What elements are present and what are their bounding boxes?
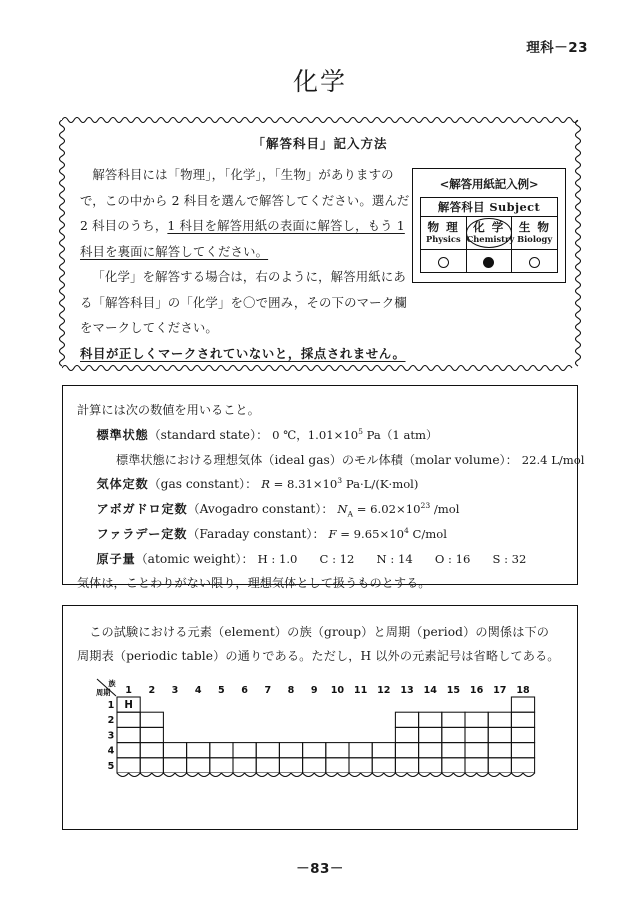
constant-label: 気体定数 [96, 477, 149, 492]
constant-line [77, 423, 563, 448]
pt-cell [511, 758, 534, 773]
pt-period-header: 3 [107, 730, 115, 742]
pt-group-header: 9 [310, 684, 318, 696]
answer-sheet-sample-table [420, 197, 558, 273]
pt-cell [117, 742, 140, 757]
constants-box [62, 385, 585, 591]
instruction-heading: 「解答科目」記入方法 [252, 136, 388, 151]
pt-group-axis-label: 族 [108, 678, 116, 688]
constant-separator: ： [245, 477, 262, 492]
pt-cell [256, 742, 279, 757]
constants-footer: 気体は，ことわりがない限り，理想気体として扱うものとする。 [77, 576, 431, 591]
pt-cell [117, 712, 140, 727]
pt-cell [442, 742, 465, 757]
pt-cell [187, 758, 210, 773]
pt-cell [233, 758, 256, 773]
constant-separator: ： [256, 427, 273, 442]
constant-line [77, 472, 563, 497]
constant-value: $N_A = 6.02\times 10^{23}$ /mol [337, 501, 460, 519]
pt-period-header: 2 [107, 715, 115, 727]
pt-cell [442, 727, 465, 742]
constant-label-en: （Avogadro constant） [187, 502, 322, 517]
pt-group-header: 8 [287, 684, 295, 696]
constant-value: H : 1.0 C : 12 N : 14 O : 16 S : 32 [257, 551, 527, 566]
pt-group-header: 10 [330, 684, 345, 696]
constant-value: 22.4 L/mol [521, 452, 585, 467]
periodic-table-svg [95, 677, 547, 785]
periodic-table-grid [95, 677, 547, 785]
instruction-paragraph-1 [80, 162, 410, 264]
pt-group-header: 14 [423, 684, 437, 696]
constant-line [77, 448, 585, 473]
pt-cell [419, 712, 442, 727]
pt-cell [233, 742, 256, 757]
constant-label-en: （gas constant） [148, 477, 246, 492]
pt-cell [163, 742, 186, 757]
pt-cell [395, 758, 418, 773]
sample-subject-physics-en: Physics [426, 234, 461, 245]
sample-subject-row [421, 217, 558, 250]
answer-sheet-sample [412, 168, 566, 283]
pt-period-header: 1 [107, 699, 115, 711]
sample-bubble-biology [512, 250, 558, 273]
sample-subject-biology-en: Biology [517, 234, 553, 245]
pt-cell [210, 742, 233, 757]
pt-group-header: 6 [241, 684, 248, 696]
instruction-text [80, 162, 410, 366]
pt-cell [488, 727, 511, 742]
sample-subject-chemistry [466, 217, 515, 250]
pt-cell [256, 758, 279, 773]
constant-value: $R = 8.31\times 10^3$ Pa·L/(K·mol) [261, 476, 419, 492]
sample-subject-physics [421, 217, 467, 250]
pt-group-header: 12 [377, 684, 391, 696]
instruction-warning: 科目が正しくマークされていないと，採点されません。 [80, 345, 406, 361]
pt-cell [465, 742, 488, 757]
pt-cell [326, 742, 349, 757]
constant-separator: ： [241, 551, 258, 566]
pt-cell [419, 727, 442, 742]
page-number: －83－ [296, 861, 344, 877]
pt-cell [163, 758, 186, 773]
pt-cell [279, 742, 302, 757]
pt-cell [187, 742, 210, 757]
periodic-table-box [62, 605, 578, 830]
pt-cell [442, 758, 465, 773]
instruction-paragraph-1-underlined: 1 科目を解答用紙の表面に解答し，もう 1 科目を裏面に解答してください。 [80, 218, 405, 259]
constant-separator: ： [312, 526, 329, 541]
pt-cell [117, 758, 140, 773]
sample-bubble-chemistry [466, 250, 512, 273]
constant-label: 原子量 [96, 551, 136, 566]
pt-cell [372, 758, 395, 773]
constant-label: ファラデー定数 [96, 526, 188, 541]
pt-group-header: 3 [171, 684, 179, 696]
constants-list [77, 423, 585, 572]
pt-cell [465, 758, 488, 773]
pt-group-header: 17 [493, 684, 507, 696]
pt-group-header: 13 [400, 684, 414, 696]
pt-cell [140, 742, 163, 757]
pt-cell [372, 742, 395, 757]
pt-group-header: 1 [125, 684, 132, 696]
bubble-empty-icon [438, 257, 449, 268]
instruction-paragraph-2: 「化学」を解答する場合は，右のように，解答用紙にある「解答科目」の「化学」を〇で囲み，その下のマーク欄をマークしてください。 [80, 269, 407, 336]
constant-separator: ： [321, 502, 338, 517]
sample-subject-header: 解答科目 Subject [421, 198, 558, 217]
instruction-paragraph-1-plain: 解答科目には「物理」，「化学」，「生物」がありますので，この中から 2 科目を選んで解答してください。選んだ 2 科目のうち， [80, 167, 410, 234]
pt-group-header: 11 [353, 684, 368, 696]
pt-cell [395, 712, 418, 727]
pt-cell [140, 758, 163, 773]
pt-cell [303, 758, 326, 773]
periodic-intro-line-2: 周期表（periodic table）の通りである。ただし，H 以外の元素記号は省略してある。 [77, 649, 560, 664]
pt-cell [140, 712, 163, 727]
constant-label-en: （standard state） [148, 427, 257, 442]
pt-cell [279, 758, 302, 773]
constant-value: $F = 9.65\times 10^4$ C/mol [328, 526, 447, 541]
sample-subject-biology-jp: 生 物 [518, 219, 551, 234]
constant-label-en: （atomic weight） [135, 551, 242, 566]
constant-line [77, 497, 563, 522]
sample-subject-physics-jp: 物 理 [427, 219, 460, 234]
pt-cell [511, 712, 534, 727]
constant-label: アボガドロ定数 [96, 502, 188, 517]
pt-element-symbol-h: H [124, 700, 133, 712]
pt-cell [303, 742, 326, 757]
pt-group-header: 16 [469, 684, 484, 696]
pt-cell [419, 758, 442, 773]
pt-group-header: 18 [516, 684, 530, 696]
constant-line [77, 522, 563, 547]
bubble-filled-icon [483, 257, 494, 268]
pt-cell [488, 758, 511, 773]
pt-period-axis-label: 周期 [96, 687, 111, 697]
pt-group-header: 15 [446, 684, 461, 696]
periodic-table-intro [77, 620, 563, 669]
pt-cell [349, 758, 372, 773]
sample-bubble-row [421, 250, 558, 273]
pt-cell [395, 742, 418, 757]
pt-cell [511, 697, 534, 712]
constant-label-en: （Faraday constant） [187, 526, 313, 541]
page-title: 化学 [292, 67, 347, 96]
pt-cell [465, 727, 488, 742]
constant-line [77, 547, 563, 572]
pt-cell [488, 742, 511, 757]
pt-cell [326, 758, 349, 773]
sample-header-row [421, 198, 558, 217]
constant-label-en: 標準状態における理想気体（ideal gas）のモル体積（molar volume） [116, 452, 506, 467]
constant-label: 標準状態 [96, 427, 149, 442]
pt-cell [117, 727, 140, 742]
pt-cell [210, 758, 233, 773]
periodic-intro-line-1: この試験における元素（element）の族（group）と周期（period）の関係は下の [89, 625, 550, 639]
pt-cell [419, 742, 442, 757]
pt-period-header: 4 [107, 745, 115, 757]
constants-intro: 計算には次の数値を用いること。 [77, 403, 260, 417]
pt-cell [511, 727, 534, 742]
bubble-empty-icon [529, 257, 540, 268]
pt-group-header: 2 [148, 684, 156, 696]
page-subject-code: 理科－23 [526, 40, 588, 56]
instruction-box [62, 120, 578, 368]
pt-group-header: 5 [218, 684, 225, 696]
pt-cell [395, 727, 418, 742]
pt-cell [488, 712, 511, 727]
pt-period-header: 5 [107, 760, 115, 772]
sample-subject-biology [512, 217, 558, 250]
constant-separator: ： [505, 452, 522, 467]
sample-subject-chemistry-jp: 化 学 [473, 219, 505, 234]
pt-cell [511, 742, 534, 757]
sample-subject-chemistry-en: Chemistry [466, 234, 515, 245]
pt-group-header: 7 [264, 684, 272, 696]
answer-sheet-sample-caption: <解答用紙記入例> [439, 177, 539, 191]
pt-group-header: 4 [194, 684, 202, 696]
constant-value: 0 ℃，$1.01\times 10^5$ Pa（1 atm） [272, 426, 438, 442]
pt-cell [349, 742, 372, 757]
pt-cell [140, 727, 163, 742]
pt-cell [442, 712, 465, 727]
sample-bubble-physics [421, 250, 467, 273]
pt-cell [465, 712, 488, 727]
